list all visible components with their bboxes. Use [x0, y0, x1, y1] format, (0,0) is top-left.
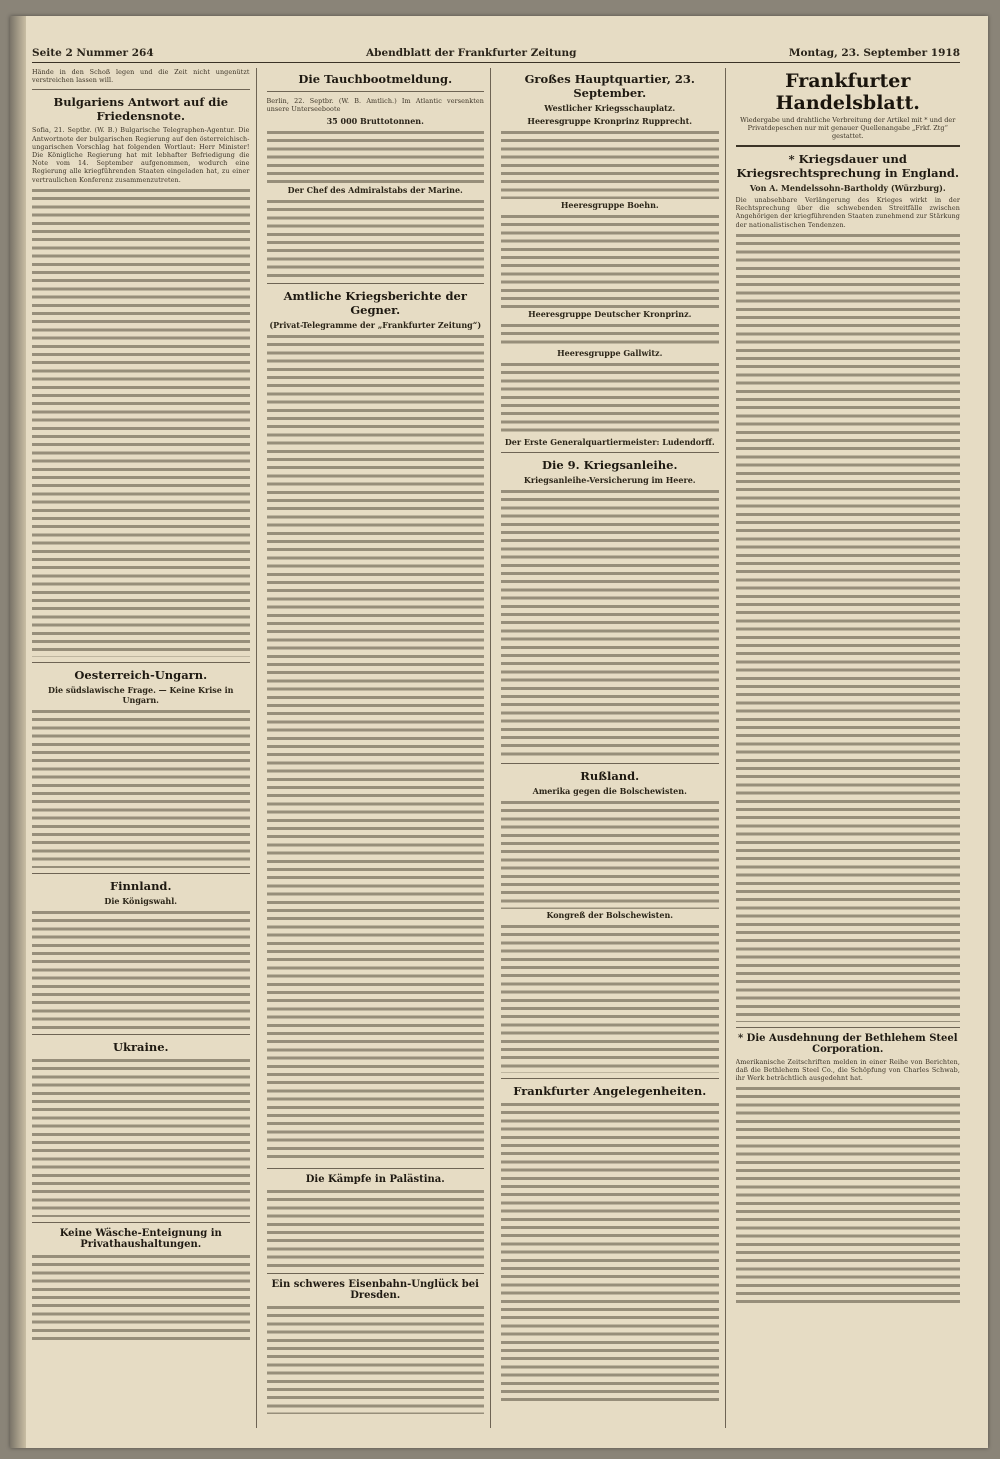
army-group-crown-prince: Heeresgruppe Deutscher Kronprinz.: [528, 309, 692, 319]
headline-headquarters: Großes Hauptquartier, 23. September.: [524, 72, 695, 100]
uboot-article-body: [267, 129, 485, 184]
headline-laundry: Keine Wäsche-Enteignung in Privathaushaltungen.: [59, 1227, 222, 1250]
divider: [267, 283, 485, 284]
column-2: [267, 68, 492, 1428]
subheading-western-front: Westlicher Kriegsschauplatz.: [544, 103, 676, 113]
divider: [32, 873, 250, 874]
headline-russia: Rußland.: [580, 769, 640, 783]
finland-article-body: [32, 909, 250, 1029]
header-page-number: Seite 2 Nummer 264: [32, 47, 154, 59]
bolshevik-congress-body: [501, 923, 719, 1073]
column-3: [501, 68, 726, 1428]
headline-war-duration: * Kriegsdauer und Kriegsrechtsprechung in England.: [736, 152, 959, 180]
divider: [267, 91, 485, 92]
local-news-body: [501, 1101, 719, 1401]
russia-article-body: [501, 799, 719, 909]
divider: [32, 662, 250, 663]
bulgaria-article-body: [32, 187, 250, 657]
newspaper-page: [10, 16, 988, 1448]
headline-bulgaria: Bulgariens Antwort auf die Friedensnote.: [53, 95, 229, 124]
ukraine-article-body: [32, 1057, 250, 1217]
headline-austria: Oesterreich-Ungarn.: [74, 667, 208, 682]
page-spine: [10, 16, 26, 1448]
divider: [32, 1034, 250, 1035]
divider: [32, 89, 250, 90]
headline-rail-accident: Ein schweres Eisenbahn-Unglück bei Dresden.: [271, 1279, 479, 1302]
army-group-gallwitz: Heeresgruppe Gallwitz.: [557, 348, 663, 358]
subheading-war-loan: Kriegsanleihe-Versicherung im Heere.: [523, 475, 696, 485]
subheading-russia: Amerika gegen die Bolschewisten.: [532, 786, 687, 796]
handelsblatt-masthead: Frankfurter Handelsblatt.: [775, 70, 920, 114]
hq-report-1: [501, 129, 719, 199]
divider: [501, 452, 719, 453]
headline-war-loan: Die 9. Kriegsanleihe.: [542, 458, 678, 472]
divider: [267, 1273, 485, 1274]
uboot-article: Berlin, 22. Septbr. (W. B. Amtlich.) Im Atlantic versenkten unsere Unterseeboote: [266, 97, 484, 114]
army-group-rupprecht: Heeresgruppe Kronprinz Rupprecht.: [527, 116, 693, 126]
divider: [501, 1078, 719, 1079]
article-author: Von A. Mendelssohn-Bartholdy (Würzburg).: [749, 183, 946, 193]
header-date: Montag, 23. September 1918: [788, 47, 960, 59]
headline-uboot: Die Tauchbootmeldung.: [298, 72, 453, 86]
headline-bethlehem-steel: * Die Ausdehnung der Bethlehem Steel Corporation.: [737, 1032, 958, 1055]
laundry-article-body: [32, 1253, 250, 1343]
divider: [501, 763, 719, 764]
intro-text: Hände in den Schoß legen und die Zeit nicht ungenützt verstreichen lassen will.: [32, 68, 250, 85]
hq-report-2: [501, 213, 719, 308]
page-header: [32, 44, 960, 63]
column-4: [736, 68, 961, 1428]
hq-signature: Der Erste Generalquartiermeister: Ludendorff.: [504, 437, 715, 447]
uboot-tonnage: 35 000 Bruttotonnen.: [326, 116, 424, 127]
bethlehem-steel-body: [736, 1085, 961, 1305]
war-duration-intro: Die unabsehbare Verlängerung des Krieges wirkt in der Rechtsprechung über die schwebenden Streitfälle zwischen Angehörigen der kriegführenden Staaten zunehmend zur Stärkung der nationalistischen Tendenzen.: [735, 196, 960, 229]
subheading-finland: Die Königswahl.: [104, 895, 178, 906]
army-group-boehn: Heeresgruppe Boehn.: [560, 200, 659, 210]
bethlehem-steel-intro: Amerikanische Zeitschriften melden in einer Reihe von Berichten, daß die Bethlehem Steel Co., die Schöpfung von Charles Schwab, ihr Werk beträchtlich ausgedehnt hat.: [735, 1057, 960, 1083]
bulgaria-article: Sofia, 21. Septbr. (W. B.) Bulgarische Telegraphen-Agentur. Die Antwortnote der bulgarischen Regierung auf den österreichisch-ungarischen Vorschlag hat folgenden Wortlaut: Herr Minister! Die Königliche Regierung hat mit lebhafter Befriedigung die Note vom 14. September aufgenommen, wodurch eine Regierung alle kriegführenden Staaten eingeladen hat, zu einer vertraulichen Konferenz zusammenzutreten.: [32, 126, 250, 184]
subheading-bolshevik-congress: Kongreß der Bolschewisten.: [546, 910, 674, 920]
hq-report-4: [501, 361, 719, 436]
divider: [736, 1027, 961, 1028]
column-grid: [32, 68, 960, 1428]
divider: [32, 1222, 250, 1223]
divider: [267, 1168, 485, 1169]
subheading-austria: Die südslawische Frage. — Keine Krise in Ungarn.: [48, 684, 234, 705]
headline-palestine: Die Kämpfe in Palästina.: [305, 1174, 445, 1186]
austria-article-body: [32, 708, 250, 868]
war-duration-body: [736, 232, 961, 1022]
stockholm-article-body: [267, 198, 485, 278]
enemy-reports-body: [267, 333, 485, 1163]
headline-enemy-reports: Amtliche Kriegsberichte der Gegner.: [283, 289, 467, 318]
header-paper-title: Abendblatt der Frankfurter Zeitung: [365, 47, 577, 59]
headline-finland: Finnland.: [110, 878, 172, 893]
uboot-signature: Der Chef des Admiralstabs der Marine.: [287, 185, 463, 196]
war-loan-body: [501, 488, 719, 758]
rail-accident-body: [267, 1304, 485, 1414]
headline-local: Frankfurter Angelegenheiten.: [513, 1084, 707, 1098]
palestine-article-body: [267, 1188, 485, 1268]
hq-report-3: [501, 322, 719, 347]
double-rule: [736, 145, 961, 147]
column-1: [32, 68, 257, 1428]
subheading-enemy-reports: (Privat-Telegramme der „Frankfurter Zeitung“): [269, 320, 482, 331]
masthead-note: Wiedergabe und drahtliche Verbreitung der Artikel mit * und der Privatdepeschen nur mit genauer Quellenangabe „Frkf. Ztg“ gestattet.: [740, 116, 956, 140]
headline-ukraine: Ukraine.: [112, 1039, 169, 1054]
